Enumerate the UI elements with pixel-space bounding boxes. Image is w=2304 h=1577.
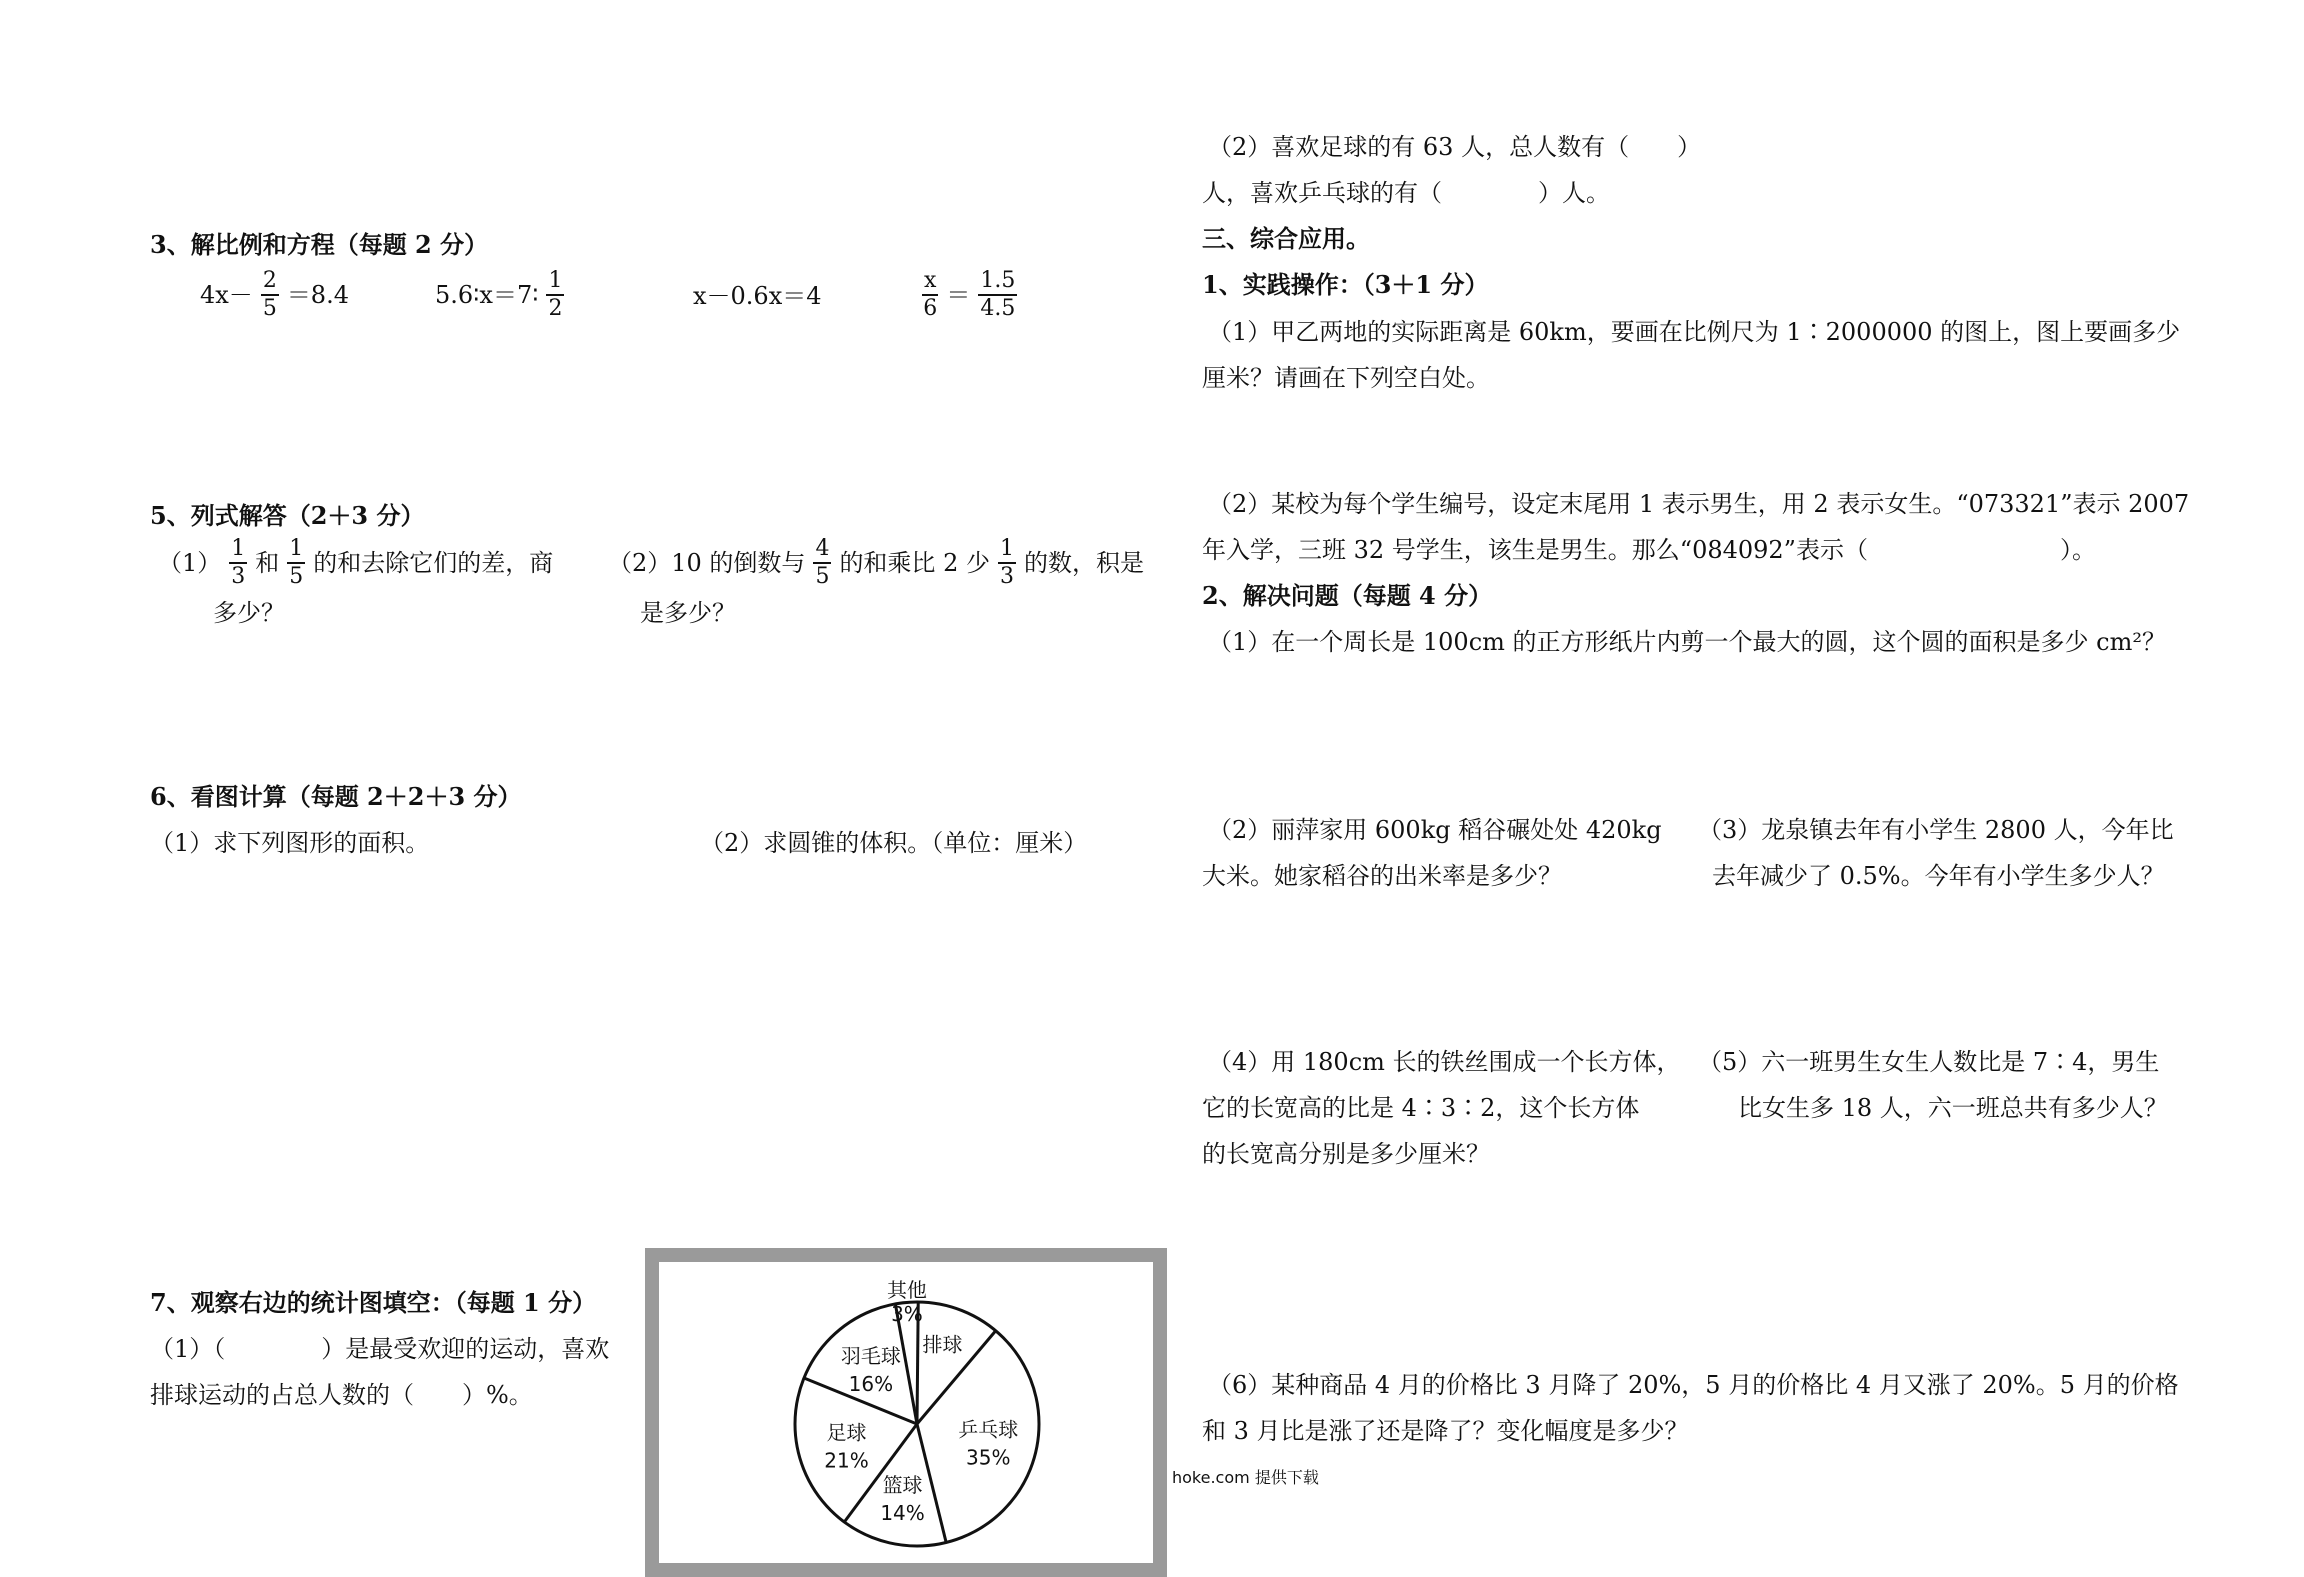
s5q2-prefix: （2）10 的倒数与 — [608, 549, 806, 577]
s5-question-1 — [158, 538, 553, 588]
eq2-num: 1 — [546, 270, 564, 296]
s5q1-text: 的和去除它们的差，商 — [313, 549, 554, 577]
s5q2-num-2: 1 — [998, 538, 1016, 564]
equation-1 — [200, 270, 349, 320]
s5q1-prefix: （1） — [158, 549, 222, 577]
s5-question-1-line2: 多少？ — [213, 599, 285, 627]
part-3-title: 三、综合应用。 — [1202, 224, 1370, 253]
pie-label-2: 篮球 — [882, 1472, 923, 1497]
eq4-fraction-left — [922, 270, 938, 320]
solve-q3-line-1: （3）龙泉镇去年有小学生 2800 人，今年比 — [1698, 816, 2174, 844]
section-7-title: 7、观察右边的统计图填空：（每题 1 分） — [150, 1288, 597, 1317]
s7-line-2: 排球运动的占总人数的（ ）%。 — [150, 1381, 533, 1409]
s6-question-1: （1）求下列图形的面积。 — [150, 829, 430, 857]
eq2-left: 5.6∶x＝7∶ — [435, 281, 539, 309]
s5q2-den-1: 5 — [815, 564, 830, 589]
eq1-right: ＝8.4 — [286, 281, 349, 309]
eq4-fraction-right — [978, 270, 1017, 320]
s5q1-den-2: 5 — [289, 564, 304, 589]
solve-title: 2、解决问题（每题 4 分） — [1202, 581, 1493, 610]
eq1-num: 2 — [261, 270, 279, 296]
solve-q6-line-2: 和 3 月比是涨了还是降了？变化幅度是多少？ — [1202, 1417, 1689, 1445]
r-q2-line-1: （2）喜欢足球的有 63 人，总人数有（ ） — [1208, 133, 1702, 161]
s5q2-text: 的数，积是 — [1023, 549, 1144, 577]
pie-label-4: 羽毛球 — [840, 1344, 901, 1369]
equation-2 — [435, 270, 568, 320]
s5q2-middle: 的和乘比 2 少 — [839, 549, 990, 577]
pie-chart-frame — [645, 1248, 1167, 1577]
practice-title: 1、实践操作：（3＋1 分） — [1202, 270, 1489, 299]
eq1-left: 4x－ — [200, 281, 253, 309]
pie-value-5: 3% — [891, 1301, 923, 1326]
solve-q1: （1）在一个周长是 100cm 的正方形纸片内剪一个最大的圆，这个圆的面积是多少 cm²？ — [1208, 628, 2166, 656]
s5q2-den-2: 3 — [999, 564, 1014, 589]
pie-label-1: 乒乓球 — [958, 1417, 1019, 1442]
s5-question-2-line2: 是多少？ — [640, 599, 736, 627]
eq4-num-2: 1.5 — [978, 270, 1017, 296]
s5q1-and: 和 — [255, 549, 280, 577]
pie-value-1: 35% — [966, 1445, 1011, 1470]
pie-value-3: 21% — [824, 1448, 869, 1473]
eq2-den: 2 — [548, 296, 563, 321]
s5q2-frac-2 — [998, 538, 1016, 588]
eq4-den-1: 6 — [923, 296, 938, 321]
section-3-title: 3、解比例和方程（每题 2 分） — [150, 230, 489, 259]
eq1-fraction — [261, 270, 279, 320]
practice-q2-line-2: 年入学，三班 32 号学生，该生是男生。那么“084092”表示（ ）。 — [1202, 536, 2096, 564]
solve-q6-line-1: （6）某种商品 4 月的价格比 3 月降了 20%，5 月的价格比 4 月又涨了 20%。5 月的价格 — [1208, 1371, 2179, 1399]
s6-question-2: （2）求圆锥的体积。（单位：厘米） — [700, 829, 1088, 857]
eq4-den-2: 4.5 — [980, 296, 1016, 321]
solve-q5-line-2: 比女生多 18 人，六一班总共有多少人？ — [1738, 1094, 2168, 1122]
pie-value-2: 14% — [880, 1500, 925, 1525]
s5q1-frac-1 — [229, 538, 247, 588]
footer-source: hoke.com 提供下载 — [1172, 1468, 1319, 1487]
r-q2-line-2: 人，喜欢乒乓球的有（ ）人。 — [1202, 179, 1610, 207]
s5q1-frac-2 — [287, 538, 305, 588]
pie-label-5: 其他 — [886, 1277, 927, 1302]
equation-4 — [918, 270, 1021, 320]
eq4-num-1: x — [922, 270, 938, 296]
s5q1-num-2: 1 — [287, 538, 305, 564]
s7-line-1: （1）（ ）是最受欢迎的运动，喜欢 — [150, 1335, 610, 1363]
solve-q4-line-3: 的长宽高分别是多少厘米？ — [1202, 1140, 1490, 1168]
eq1-den: 5 — [262, 296, 277, 321]
s5q1-num-1: 1 — [229, 538, 247, 564]
pie-label-0: 排球 — [922, 1332, 963, 1357]
solve-q3-line-2: 去年减少了 0.5%。今年有小学生多少人？ — [1712, 862, 2165, 890]
section-6-title: 6、看图计算（每题 2＋2＋3 分） — [150, 782, 522, 811]
solve-q2-line-2: 大米。她家稻谷的出米率是多少？ — [1202, 862, 1562, 890]
solve-q2-line-1: （2）丽萍家用 600kg 稻谷碾处处 420kg — [1208, 816, 1662, 844]
s5-question-2 — [608, 538, 1144, 588]
solve-q4-line-1: （4）用 180cm 长的铁丝围成一个长方体， — [1208, 1048, 1681, 1076]
eq2-fraction — [546, 270, 564, 320]
solve-q5-line-1: （5）六一班男生女生人数比是 7∶4，男生 — [1698, 1048, 2160, 1076]
practice-q1-line-2: 厘米？请画在下列空白处。 — [1202, 364, 1490, 392]
eq4-equals: ＝ — [946, 281, 971, 309]
equation-3: x－0.6x＝4 — [693, 282, 822, 310]
section-5-title: 5、列式解答（2＋3 分） — [150, 501, 425, 530]
practice-q2-line-1: （2）某校为每个学生编号，设定末尾用 1 表示男生，用 2 表示女生。“073321”表示 2007 — [1208, 490, 2190, 518]
s5q2-num-1: 4 — [813, 538, 831, 564]
pie-value-4: 16% — [848, 1372, 894, 1397]
s5q2-frac-1 — [813, 538, 831, 588]
practice-q1-line-1: （1）甲乙两地的实际距离是 60km，要画在比例尺为 1∶2000000 的图上，图上要画多少 — [1208, 318, 2181, 346]
solve-q4-line-2: 它的长宽高的比是 4∶3∶2，这个长方体 — [1202, 1094, 1640, 1122]
pie-chart — [659, 1262, 1153, 1563]
pie-label-3: 足球 — [826, 1420, 867, 1445]
s5q1-den-1: 3 — [231, 564, 246, 589]
